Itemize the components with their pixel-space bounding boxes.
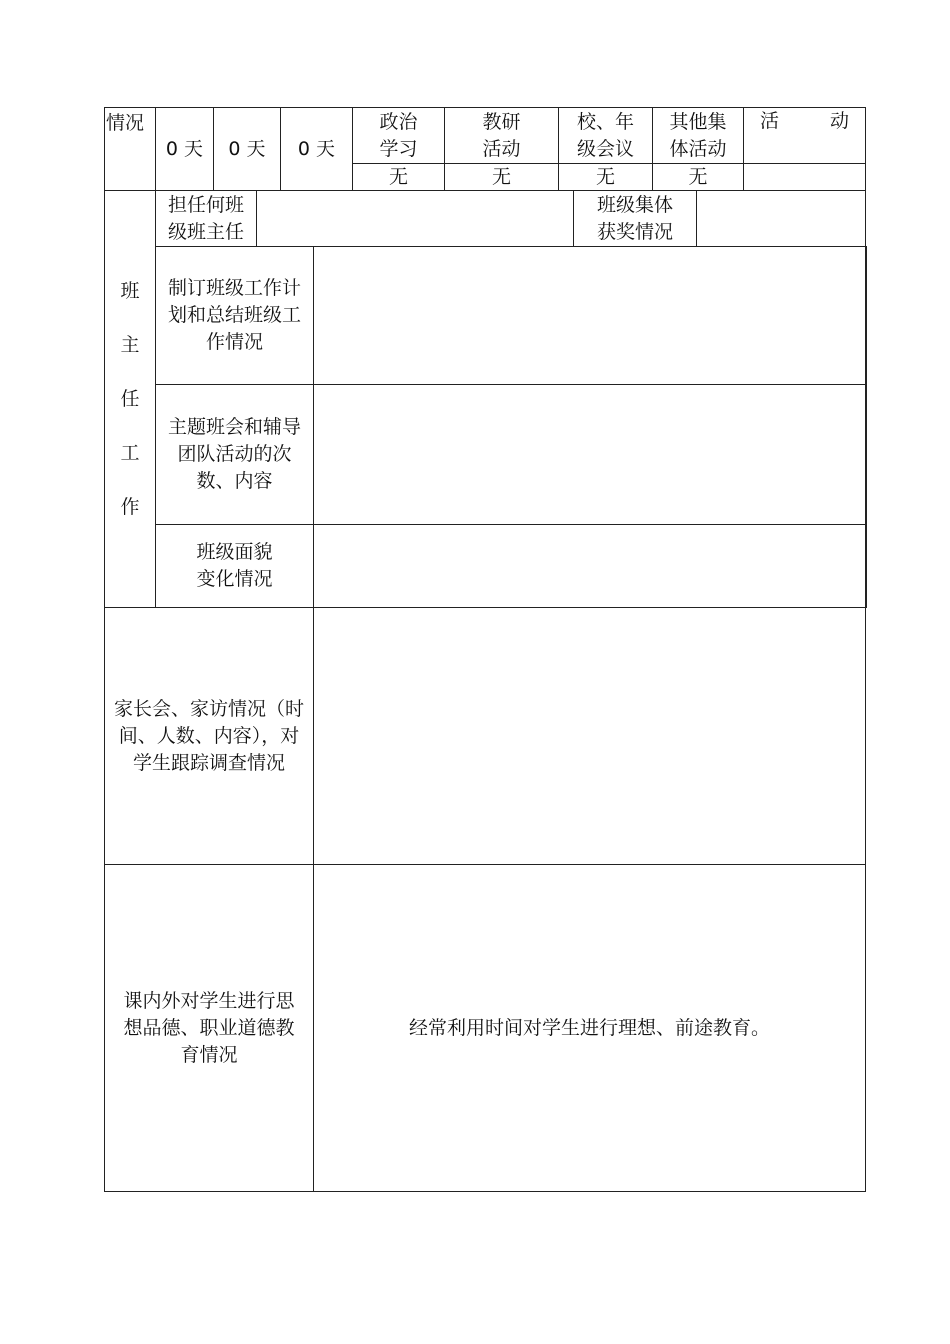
- work-plan-label: 制订班级工作计 划和总结班级工 作情况: [167, 277, 301, 353]
- rule-right-mid: [866, 246, 867, 608]
- header-other-activities: 其他集 体活动: [669, 110, 727, 160]
- class-meeting-label: 主题班会和辅导 团队活动的次 数、内容: [167, 416, 301, 492]
- header-political-study: 政治 学习: [379, 110, 418, 160]
- moral-education-label: 课内外对学生进行思 想品德、职业道德教 育情况: [123, 989, 295, 1066]
- header-huodong: 活 动: [760, 110, 849, 132]
- value-teaching-research: 无: [491, 165, 511, 188]
- moral-education-content: 经常利用时间对学生进行理想、前途教育。: [408, 1016, 770, 1039]
- class-award-value: [697, 191, 865, 246]
- banzhuren-work-label: 班 主 任 工 作: [120, 280, 140, 518]
- parent-meeting-label: 家长会、家访情况（时 间、人数、内容），对 学生跟踪调查情况: [113, 697, 304, 774]
- class-assigned-value: [257, 191, 573, 246]
- header-teaching-research: 教研 活动: [482, 110, 521, 160]
- value-school-meeting: 无: [595, 165, 615, 188]
- days-cell-2: 0 天: [228, 137, 266, 160]
- days-cell-1: 0 天: [165, 137, 204, 160]
- parent-meeting-content: [314, 608, 865, 864]
- class-assigned-label: 担任何班 级班主任: [167, 193, 244, 243]
- rule-table-bottom: [104, 1191, 866, 1192]
- work-plan-content: [314, 247, 866, 384]
- value-other-activities: 无: [688, 165, 708, 188]
- class-change-label: 班级面貌 变化情况: [196, 541, 273, 590]
- class-meeting-content: [314, 385, 866, 524]
- value-political-study: 无: [388, 165, 408, 188]
- class-change-content: [314, 525, 866, 607]
- header-school-meeting: 校、年 级会议: [576, 110, 634, 160]
- days-cell-3: 0 天: [297, 137, 336, 160]
- situation-label: 情况: [106, 112, 145, 134]
- class-award-label: 班级集体 获奖情况: [596, 193, 673, 243]
